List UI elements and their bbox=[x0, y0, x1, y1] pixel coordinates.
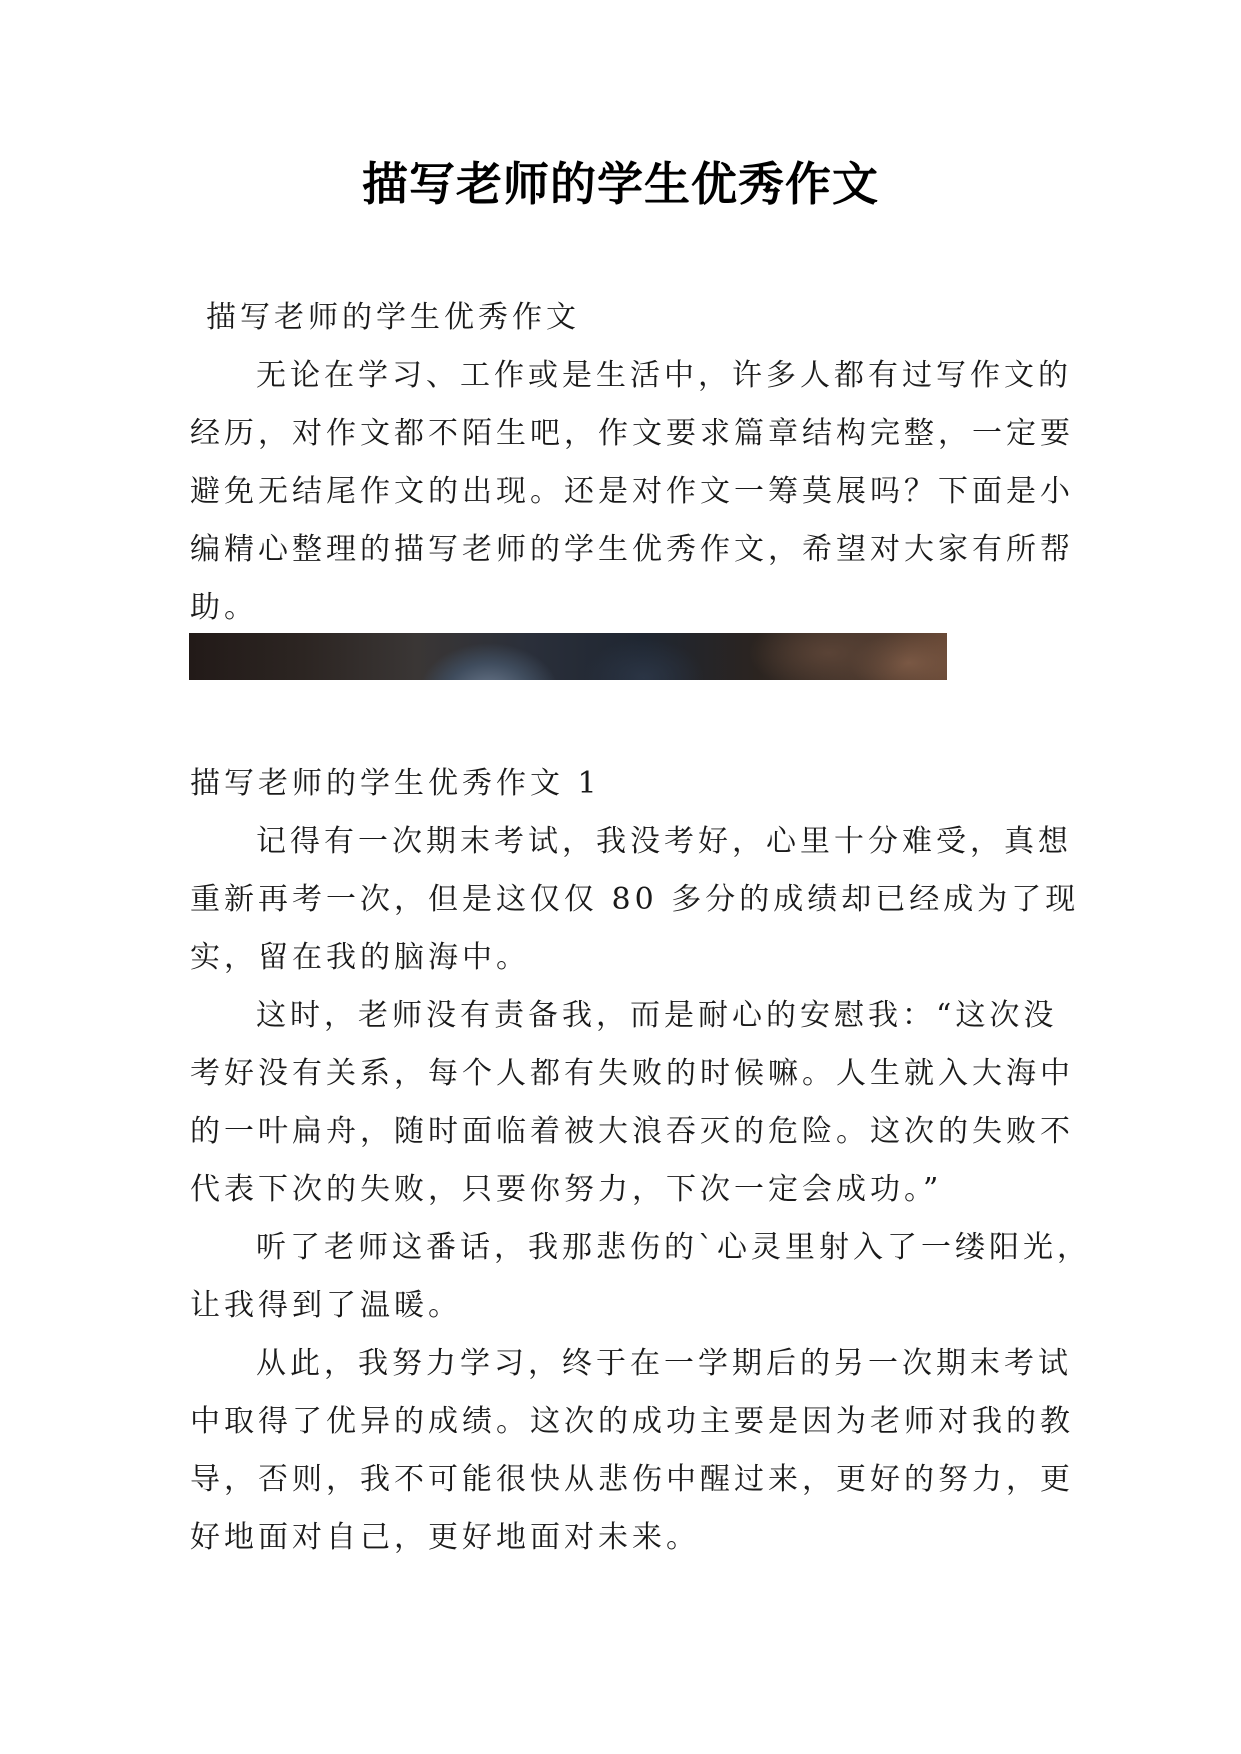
essay-line: 重新再考一次，但是这仅仅 80 多分的成绩却已经成为了现 bbox=[190, 882, 1080, 917]
essay-line: 记得有一次期末考试，我没考好，心里十分难受，真想 bbox=[256, 824, 1072, 859]
intro-line: 无论在学习、工作或是生活中，许多人都有过写作文的 bbox=[256, 358, 1072, 393]
intro-line: 编精心整理的描写老师的学生优秀作文，希望对大家有所帮 bbox=[190, 532, 1074, 567]
intro-line: 经历，对作文都不陌生吧，作文要求篇章结构完整，一定要 bbox=[190, 416, 1074, 451]
document-title: 描写老师的学生优秀作文 bbox=[362, 157, 879, 211]
intro-line: 助。 bbox=[190, 590, 258, 625]
essay-line: 这时，老师没有责备我，而是耐心的安慰我：“这次没 bbox=[256, 998, 1058, 1033]
essay-line: 中取得了优异的成绩。这次的成功主要是因为老师对我的教 bbox=[190, 1404, 1074, 1439]
section-heading: 描写老师的学生优秀作文 1 bbox=[190, 766, 601, 801]
essay-line: 导，否则，我不可能很快从悲伤中醒过来，更好的努力，更 bbox=[190, 1462, 1074, 1497]
intro-line: 避免无结尾作文的出现。还是对作文一筹莫展吗？下面是小 bbox=[190, 474, 1074, 509]
essay-line: 听了老师这番话，我那悲伤的`心灵里射入了一缕阳光， bbox=[256, 1230, 1091, 1265]
essay-line: 实，留在我的脑海中。 bbox=[190, 940, 530, 975]
illustration-image bbox=[189, 633, 947, 680]
essay-line: 好地面对自己，更好地面对未来。 bbox=[190, 1520, 700, 1555]
essay-line: 考好没有关系，每个人都有失败的时候嘛。人生就入大海中 bbox=[190, 1056, 1074, 1091]
essay-line: 让我得到了温暖。 bbox=[190, 1288, 462, 1323]
essay-line: 的一叶扁舟，随时面临着被大浪吞灭的危险。这次的失败不 bbox=[190, 1114, 1074, 1149]
document-subtitle: 描写老师的学生优秀作文 bbox=[206, 300, 580, 335]
essay-line: 从此，我努力学习，终于在一学期后的另一次期末考试 bbox=[256, 1346, 1072, 1381]
essay-line: 代表下次的失败，只要你努力，下次一定会成功。” bbox=[190, 1172, 943, 1207]
